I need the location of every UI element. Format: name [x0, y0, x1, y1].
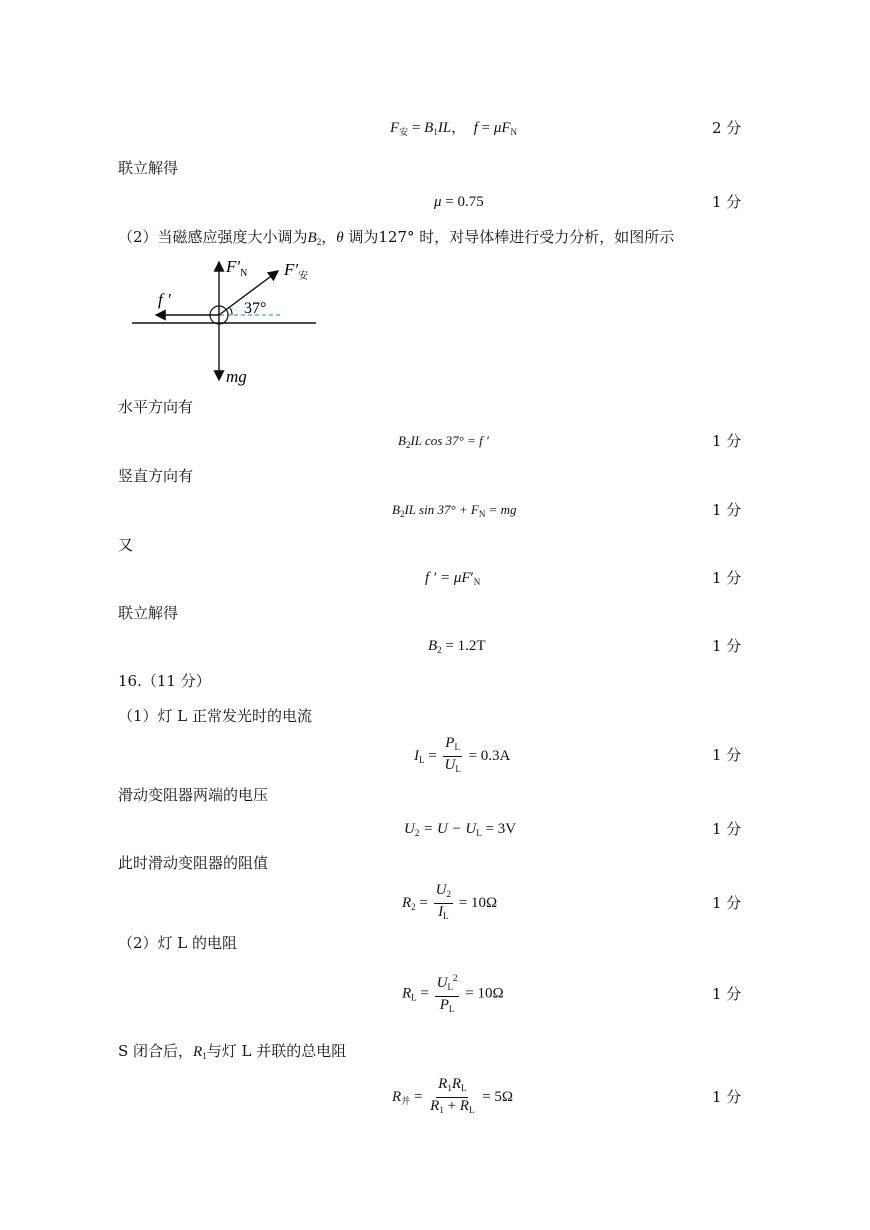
rp-value: = 5Ω [482, 1088, 514, 1105]
text-lianli-1: 联立解得 [118, 159, 179, 177]
il-value: = 0.3A [468, 747, 511, 764]
fn-label: $F'_N$ [226, 257, 248, 279]
friction-label: f ′ [158, 290, 171, 309]
rl-value: = 10Ω [465, 985, 504, 1002]
equation-vertical: $B_2IL$ $\sin 37^\circ + F_N$ = mg [392, 502, 517, 519]
equation-horizontal: $B_2IL$ cos 37° = f ′ [398, 433, 489, 450]
score-3: 1 分 [712, 432, 742, 450]
u2-value: = U − U [423, 821, 477, 837]
part2-text-a: （2）当磁感应强度大小调为 [118, 228, 308, 246]
text-q16-part1: （1）灯 L 正常发光时的电流 [118, 707, 313, 725]
score-10: 1 分 [712, 985, 742, 1003]
score-4: 1 分 [712, 501, 742, 519]
text-slider-voltage: 滑动变阻器两端的电压 [118, 786, 269, 804]
score-5: 1 分 [712, 569, 742, 587]
score-8: 1 分 [712, 820, 742, 838]
b2-value: = 1.2T [445, 638, 486, 654]
text-you: 又 [118, 536, 134, 554]
text-lianli-2: 联立解得 [118, 604, 179, 622]
eq-you: f ′ = μF [425, 570, 471, 586]
score-7: 1 分 [712, 746, 742, 764]
part2-text-c: 调为127° 时，对导体棒进行受力分析，如图所示 [348, 228, 675, 246]
equation-friction: f ′ = $\mu F'_N$ [425, 570, 481, 587]
text-vertical: 竖直方向有 [118, 467, 194, 485]
mg-label: mg [226, 367, 247, 386]
equation-mu: μ = 0.75 [434, 194, 484, 210]
score-2: 1 分 [712, 193, 742, 211]
eq-v-rhs: = mg [485, 502, 517, 517]
text-q16-part2: （2）灯 L 的电阻 [118, 934, 238, 952]
equation-parallel: $R_并$ = $\frac{R_1R_L}{R_1 + R_L}$ = 5Ω [392, 1076, 514, 1115]
equation-rl: $R_L$ = $\frac{U_L^2}{P_L}$ = 10Ω [402, 970, 504, 1018]
force-diagram [120, 250, 340, 390]
equation-ampere-friction: $F_安 = B_1IL$， $f = \mu F_N$ [390, 120, 518, 137]
u2-end: = 3V [481, 821, 517, 837]
part2-text-b: ， [321, 228, 337, 246]
closed-text-a: S 闭合后， [118, 1042, 194, 1060]
eq-h-rest: IL cos 37° = f ′ [410, 433, 489, 448]
angle-label: 37° [244, 300, 267, 317]
equation-b2: $B_2 = 1.2T$ [428, 638, 486, 655]
angle-arc [230, 308, 232, 315]
equation-voltage: $U_2 = U - U_L = 3V$ [404, 821, 517, 838]
question-16-heading: 16.（11 分） [118, 672, 211, 690]
eq-v-mid: IL sin 37° + F [404, 502, 479, 517]
equation-current: $I_L$ = $\frac{P_L}{U_L}$ = 0.3A [414, 735, 511, 774]
score-1: 2 分 [712, 119, 742, 137]
text-s-closed: S 闭合后，$R_1$与灯 L 并联的总电阻 [118, 1042, 347, 1061]
text-slider-resistance: 此时滑动变阻器的阻值 [118, 854, 269, 872]
text-part-2: （2）当磁感应强度大小调为$B_2$，θ 调为127° 时，对导体棒进行受力分析，如图所示 [118, 228, 675, 247]
score-11: 1 分 [712, 1088, 742, 1106]
score-9: 1 分 [712, 894, 742, 912]
closed-text-b: 与灯 L 并联的总电阻 [206, 1042, 347, 1060]
score-6: 1 分 [712, 637, 742, 655]
mu-value: = 0.75 [445, 194, 484, 210]
text-horizontal: 水平方向有 [118, 398, 194, 416]
fa-label: $F'_安$ [284, 260, 309, 282]
r2-value: = 10Ω [458, 894, 498, 911]
equation-r2: $R_2$ = $\frac{U_2}{I_L}$ = 10Ω [402, 882, 498, 921]
